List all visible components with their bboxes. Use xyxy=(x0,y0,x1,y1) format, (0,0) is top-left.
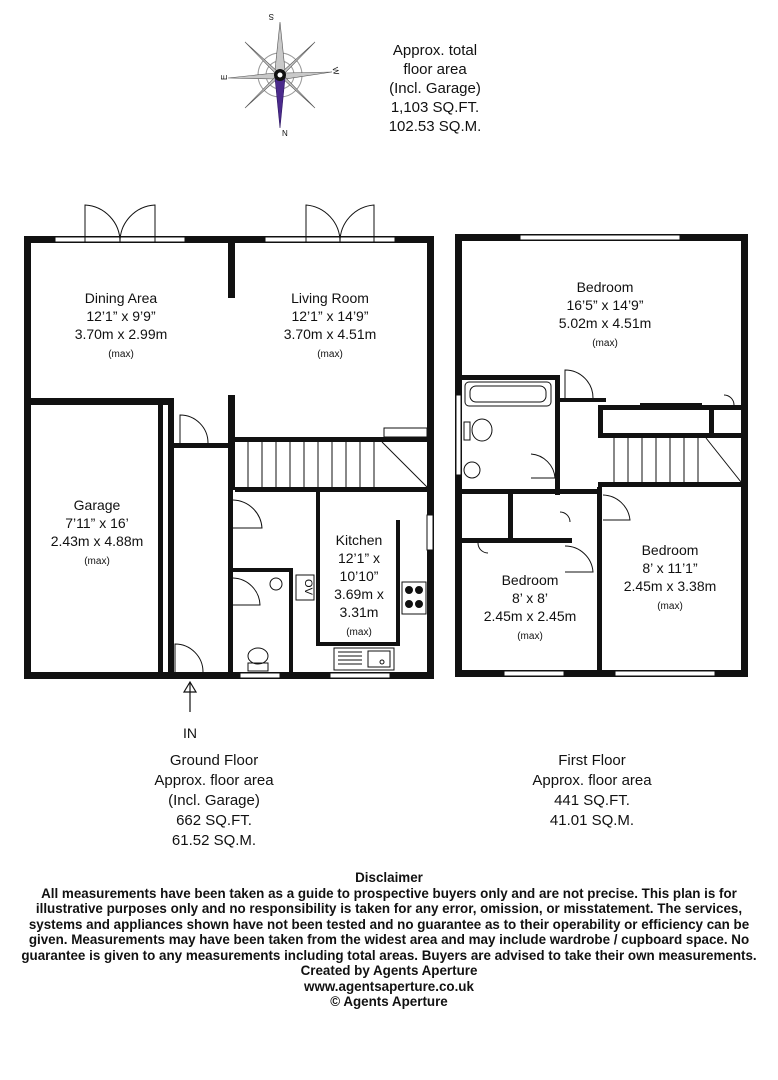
room-bedroom-two xyxy=(624,542,717,612)
room-note: (max) xyxy=(592,338,618,349)
room-metric: 5.02m x 4.51m xyxy=(558,315,652,331)
first-floor-stairs xyxy=(614,438,741,482)
ground-floor-title: Ground Floor xyxy=(169,752,259,769)
compass-north-needle xyxy=(275,78,285,128)
room-imperial: 16’5” x 14’9” xyxy=(566,297,644,313)
room-imperial: 7’11” x 16’ xyxy=(65,515,129,531)
ground-floor-line2: (Incl. Garage) xyxy=(168,792,260,809)
first-floor-line1: Approx. floor area xyxy=(532,772,652,789)
ground-floor-sqft: 662 SQ.FT. xyxy=(176,812,252,829)
room-line3: 3.69m x xyxy=(334,586,384,602)
total-area-block xyxy=(389,42,482,135)
ground-floor-doors xyxy=(175,415,262,672)
room-note: (max) xyxy=(317,349,343,360)
ground-floor-stairs xyxy=(248,428,427,487)
room-garage xyxy=(51,497,144,567)
room-name: Garage xyxy=(73,497,121,513)
room-note: (max) xyxy=(346,627,372,638)
room-metric: 2.45m x 3.38m xyxy=(623,578,717,594)
disclaimer-block xyxy=(0,870,778,1010)
room-line1: 12’1” x xyxy=(337,550,381,566)
total-area-sqm: 102.53 SQ.M. xyxy=(388,118,482,135)
room-bedroom-three xyxy=(484,572,577,642)
first-floor-summary xyxy=(532,752,652,829)
room-note: (max) xyxy=(517,631,543,642)
entrance-label: IN xyxy=(183,725,197,741)
total-area-line1: Approx. total xyxy=(392,42,478,59)
room-imperial: 8’ x 11’1” xyxy=(642,560,698,576)
bathroom-fixtures xyxy=(464,382,551,478)
room-name: Kitchen xyxy=(335,532,383,548)
disclaimer-title: Disclaimer xyxy=(355,870,423,885)
room-name: Bedroom xyxy=(576,279,634,295)
room-dining xyxy=(75,290,168,360)
room-imperial: 12’1” x 14’9” xyxy=(291,308,369,324)
room-note: (max) xyxy=(84,556,110,567)
disclaimer-credit: Created by Agents Aperture xyxy=(300,963,478,978)
ground-floor-summary xyxy=(154,752,274,849)
room-metric: 2.43m x 4.88m xyxy=(50,533,144,549)
room-kitchen xyxy=(334,532,384,638)
oven-label: OV xyxy=(302,579,314,595)
room-imperial: 12’1” x 9’9” xyxy=(86,308,156,324)
total-area-sqft: 1,103 SQ.FT. xyxy=(390,99,480,116)
ground-floor-line1: Approx. floor area xyxy=(154,772,274,789)
room-note: (max) xyxy=(657,601,683,612)
ground-floor-plan xyxy=(24,205,434,741)
first-floor-plan xyxy=(455,234,748,677)
first-floor-title: First Floor xyxy=(558,752,626,769)
total-area-line2: floor area xyxy=(403,61,467,78)
first-floor-sqft: 441 SQ.FT. xyxy=(554,792,630,809)
ground-floor-sqm: 61.52 SQ.M. xyxy=(171,832,257,849)
compass-rose xyxy=(220,12,341,138)
room-living xyxy=(284,290,377,360)
compass-n-label: N xyxy=(282,129,288,138)
disclaimer-text: All measurements have been taken as a guide to prospective buyers only and are not precise. This plan is for illustrative purposes only and no responsibility is taken for any error, omission, or misstatement. The services, systems and appliances shown have not been tested and no guarantee as to their operability or efficiency can be given. Measurements may have been taken from the widest area and may include wardrobe / cupboard space. No guarantee is given to any measurements including total areas. Buyers are advised to take their own measurements. xyxy=(21,885,757,963)
room-metric: 2.45m x 2.45m xyxy=(483,608,577,624)
compass-s-label: S xyxy=(268,12,274,21)
compass-w-label: W xyxy=(330,66,341,76)
room-metric: 3.70m x 2.99m xyxy=(74,326,168,342)
entrance-arrow xyxy=(184,682,196,712)
room-metric: 3.70m x 4.51m xyxy=(283,326,377,342)
disclaimer-website[interactable]: www.agentsaperture.co.uk xyxy=(304,978,474,994)
total-area-line3: (Incl. Garage) xyxy=(389,80,481,97)
room-name: Bedroom xyxy=(501,572,559,588)
disclaimer-copyright: © Agents Aperture xyxy=(330,994,448,1009)
room-note: (max) xyxy=(108,349,134,360)
room-bedroom-main xyxy=(559,279,652,349)
compass-e-label: E xyxy=(220,74,229,80)
room-line4: 3.31m xyxy=(339,604,379,620)
room-imperial: 8’ x 8’ xyxy=(511,590,549,606)
room-name: Dining Area xyxy=(84,290,158,306)
room-line2: 10’10” xyxy=(339,568,379,584)
room-name: Living Room xyxy=(291,290,369,306)
first-floor-sqm: 41.01 SQ.M. xyxy=(549,812,635,829)
room-name: Bedroom xyxy=(641,542,699,558)
